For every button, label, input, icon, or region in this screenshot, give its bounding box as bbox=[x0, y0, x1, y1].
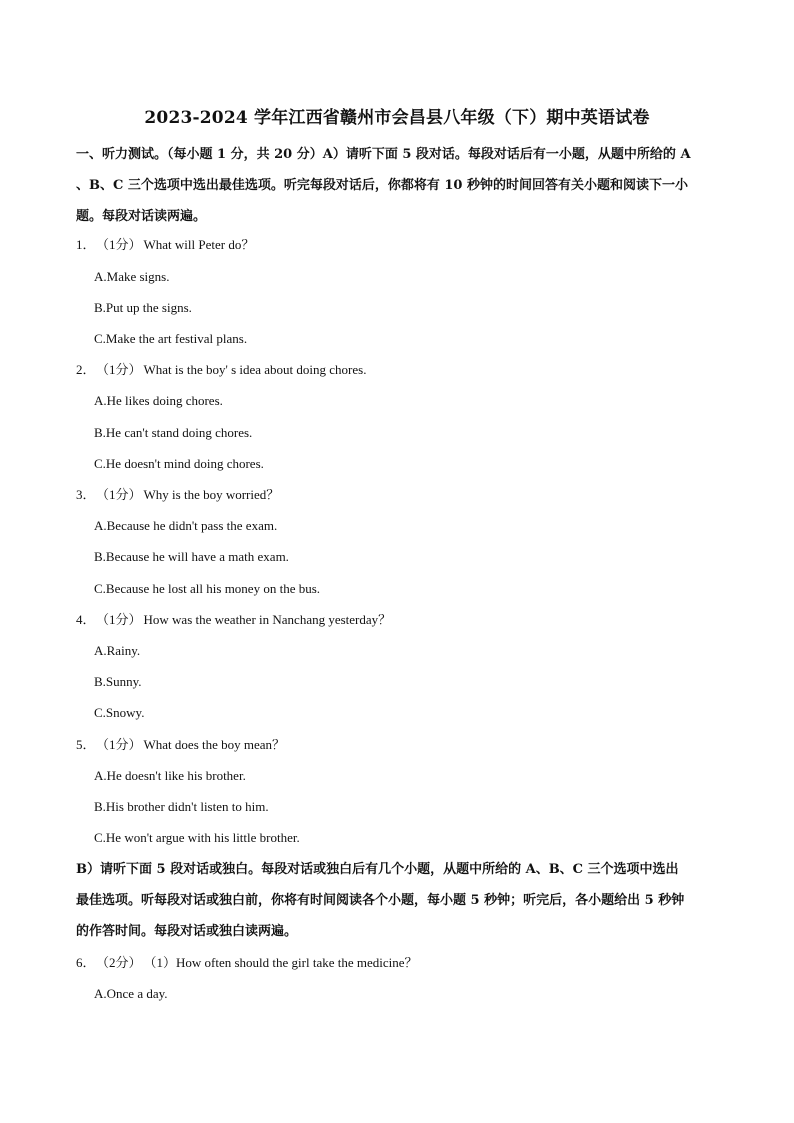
option-c: C.Snowy. bbox=[94, 705, 145, 720]
instruction-line: 题。每段对话读两遍。 bbox=[76, 209, 207, 224]
question-text: How was the weather in Nanchang yesterday？ bbox=[143, 612, 392, 627]
option-a: A.He likes doing chores. bbox=[94, 393, 223, 408]
question-5 bbox=[76, 736, 285, 754]
question-number: 2． bbox=[76, 362, 96, 377]
question-score: （1分） bbox=[96, 237, 142, 252]
option-c: C.Make the art festival plans. bbox=[94, 331, 248, 346]
question-score: （1分） bbox=[96, 362, 142, 377]
question-number: 3． bbox=[76, 487, 96, 502]
question-score: （2分） bbox=[96, 955, 142, 970]
question-6 bbox=[76, 954, 418, 972]
option-a: A.Rainy. bbox=[94, 643, 141, 658]
instruction-line: 、B、C 三个选项中选出最佳选项。听完每段对话后，你都将有 10 秒钟的时间回答有关小题和阅读下一小 bbox=[76, 178, 689, 193]
option-a: A.Make signs. bbox=[94, 269, 170, 284]
instruction-line: 一、听力测试。（每小题 1 分，共 20 分）A）请听下面 5 段对话。每段对话后有一小题，从题中所给的 A bbox=[76, 147, 691, 162]
question-1 bbox=[76, 236, 254, 254]
instruction-line: 的作答时间。每段对话或独白读两遍。 bbox=[76, 924, 298, 939]
question-number: 1． bbox=[76, 237, 96, 252]
option-c: C.He won't argue with his little brother. bbox=[94, 830, 300, 845]
question-3 bbox=[76, 486, 279, 504]
option-b: B.His brother didn't listen to him. bbox=[94, 799, 269, 814]
question-number: 4． bbox=[76, 612, 96, 627]
question-4 bbox=[76, 611, 391, 629]
question-text: （1）How often should the girl take the medicine？ bbox=[143, 955, 418, 970]
question-score: （1分） bbox=[96, 487, 142, 502]
option-b: B.He can't stand doing chores. bbox=[94, 425, 253, 440]
option-c: C.He doesn't mind doing chores. bbox=[94, 456, 264, 471]
option-a: A.Because he didn't pass the exam. bbox=[94, 518, 278, 533]
option-c: C.Because he lost all his money on the bus. bbox=[94, 581, 321, 596]
exam-title: 2023-2024 学年江西省赣州市会昌县八年级（下）期中英语试卷 bbox=[144, 108, 650, 128]
question-text: Why is the boy worried？ bbox=[143, 487, 280, 502]
question-text: What does the boy mean？ bbox=[143, 737, 286, 752]
option-a: A.Once a day. bbox=[94, 986, 168, 1001]
option-b: B.Put up the signs. bbox=[94, 300, 192, 315]
question-text: What is the boy' s idea about doing chores. bbox=[143, 362, 367, 377]
instruction-line: B）请听下面 5 段对话或独白。每段对话或独白后有几个小题，从题中所给的 A、B、C 三个选项中选出 bbox=[76, 862, 679, 877]
option-b: B.Because he will have a math exam. bbox=[94, 549, 289, 564]
question-number: 6． bbox=[76, 955, 96, 970]
section-listening-a-instructions bbox=[76, 139, 718, 232]
question-score: （1分） bbox=[96, 737, 142, 752]
option-b: B.Sunny. bbox=[94, 674, 142, 689]
instruction-line: 最佳选项。听每段对话或独白前，你将有时间阅读各个小题，每小题 5 秒钟；听完后，各小题给出 5 秒钟 bbox=[76, 893, 685, 908]
question-2 bbox=[76, 361, 366, 379]
option-a: A.He doesn't like his brother. bbox=[94, 768, 246, 783]
section-listening-b-instructions bbox=[76, 854, 718, 947]
question-number: 5． bbox=[76, 737, 96, 752]
question-text: What will Peter do？ bbox=[143, 237, 255, 252]
question-score: （1分） bbox=[96, 612, 142, 627]
